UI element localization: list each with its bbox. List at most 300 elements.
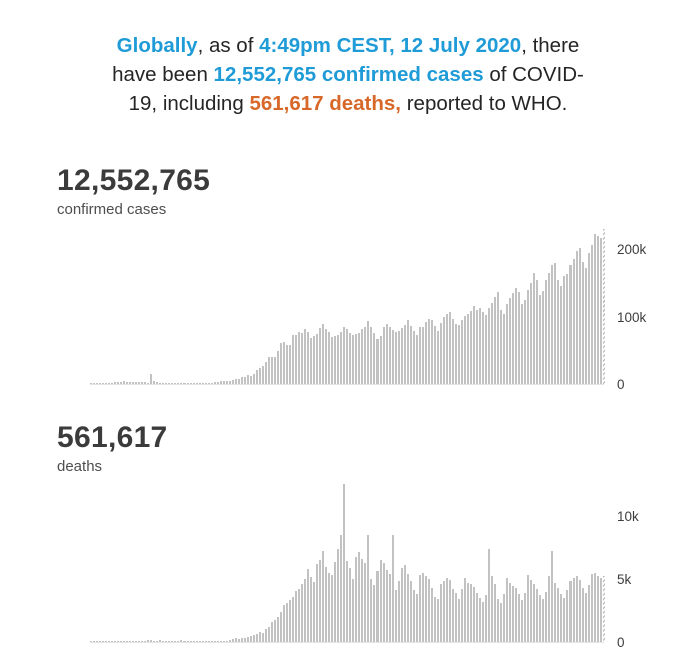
bar[interactable] [268,357,270,384]
bar[interactable] [99,383,101,384]
bar[interactable] [597,236,599,384]
bar[interactable] [117,641,119,642]
bar[interactable] [247,375,249,384]
bar[interactable] [187,641,189,642]
bar[interactable] [539,595,541,642]
bar[interactable] [114,382,116,384]
bar[interactable] [518,594,520,642]
bar[interactable] [241,377,243,384]
bar[interactable] [90,641,92,642]
bar[interactable] [539,295,541,384]
bar[interactable] [569,581,571,642]
bar[interactable] [422,573,424,642]
bar[interactable] [428,319,430,384]
bar[interactable] [289,600,291,642]
bar[interactable] [265,362,267,384]
bar[interactable] [566,590,568,642]
bar[interactable] [229,640,231,642]
bar[interactable] [205,383,207,384]
bar[interactable] [105,383,107,384]
bar[interactable] [99,641,101,642]
bar[interactable] [395,332,397,384]
bar[interactable] [545,592,547,642]
bar[interactable] [111,641,113,642]
bar[interactable] [337,549,339,642]
bar[interactable] [199,641,201,642]
bar[interactable] [102,641,104,642]
bar[interactable] [232,380,234,384]
bar[interactable] [443,581,445,642]
bar[interactable] [229,381,231,384]
bar[interactable] [304,579,306,642]
bar[interactable] [560,594,562,642]
bar[interactable] [594,234,596,384]
bar[interactable] [174,641,176,642]
bar[interactable] [455,324,457,384]
bar[interactable] [533,273,535,384]
bar[interactable] [196,641,198,642]
bar[interactable] [286,345,288,384]
bar[interactable] [431,320,433,384]
bar[interactable] [343,484,345,642]
bar[interactable] [244,377,246,384]
bar[interactable] [579,248,581,384]
bar[interactable] [349,333,351,384]
bar[interactable] [150,374,152,384]
bar[interactable] [367,535,369,642]
bar[interactable] [177,641,179,642]
bar[interactable] [208,383,210,385]
bar[interactable] [183,641,185,642]
bar[interactable] [364,563,366,642]
bar[interactable] [262,633,264,642]
bar[interactable] [340,535,342,642]
bar[interactable] [132,641,134,642]
bar[interactable] [307,332,309,384]
bar[interactable] [398,581,400,642]
bar[interactable] [322,551,324,642]
bar[interactable] [256,634,258,642]
bar[interactable] [165,641,167,642]
bar[interactable] [283,605,285,642]
bar[interactable] [573,578,575,642]
bar[interactable] [458,325,460,384]
bar[interactable] [349,568,351,642]
bar[interactable] [380,560,382,642]
bar[interactable] [591,574,593,642]
bar[interactable] [373,585,375,642]
bar[interactable] [361,329,363,384]
bar[interactable] [488,308,490,384]
bar[interactable] [304,329,306,384]
bar[interactable] [190,383,192,384]
bar[interactable] [373,333,375,384]
bar[interactable] [494,297,496,384]
bar[interactable] [334,562,336,642]
bar[interactable] [500,310,502,384]
bar[interactable] [597,576,599,642]
bar[interactable] [512,586,514,642]
bar[interactable] [530,283,532,384]
bar[interactable] [440,323,442,384]
bar[interactable] [524,593,526,642]
bar[interactable] [144,641,146,642]
bar[interactable] [217,641,219,642]
bar[interactable] [250,636,252,642]
bar[interactable] [238,639,240,642]
bar[interactable] [123,641,125,642]
bar[interactable] [202,641,204,642]
bar[interactable] [129,641,131,642]
bar[interactable] [301,333,303,384]
bar[interactable] [509,298,511,384]
bar[interactable] [542,599,544,642]
bar[interactable] [193,383,195,384]
bar[interactable] [226,641,228,642]
bar[interactable] [500,603,502,642]
bar[interactable] [530,580,532,642]
bar[interactable] [497,599,499,642]
bar[interactable] [183,383,185,384]
bar[interactable] [132,382,134,384]
bar[interactable] [232,639,234,642]
bar[interactable] [316,334,318,384]
bar[interactable] [310,577,312,642]
bar[interactable] [419,575,421,642]
bar[interactable] [503,594,505,642]
bar[interactable] [259,368,261,384]
bar[interactable] [208,641,210,642]
bar[interactable] [153,381,155,384]
bar[interactable] [102,383,104,384]
bar[interactable] [331,575,333,642]
bar[interactable] [588,585,590,642]
bar[interactable] [274,620,276,642]
bar[interactable] [171,641,173,642]
bar[interactable] [392,535,394,642]
bar[interactable] [271,622,273,642]
bar[interactable] [600,238,602,384]
bar[interactable] [162,383,164,384]
bar[interactable] [563,276,565,384]
bar[interactable] [582,262,584,384]
bar[interactable] [563,598,565,642]
bar[interactable] [310,338,312,384]
bar[interactable] [582,588,584,642]
bar[interactable] [482,312,484,384]
bar[interactable] [512,293,514,384]
bar[interactable] [165,383,167,384]
bar[interactable] [588,253,590,384]
bar[interactable] [527,575,529,642]
bar[interactable] [108,641,110,642]
bar[interactable] [425,322,427,384]
bar[interactable] [298,589,300,642]
bar[interactable] [328,332,330,384]
bar[interactable] [404,325,406,384]
bar[interactable] [548,273,550,385]
bar[interactable] [265,629,267,642]
bar[interactable] [220,641,222,642]
bar[interactable] [536,589,538,642]
bar[interactable] [129,382,131,384]
bar[interactable] [410,326,412,384]
bar[interactable] [138,641,140,642]
bar[interactable] [506,578,508,642]
bar[interactable] [395,590,397,642]
bar[interactable] [476,593,478,642]
bar[interactable] [220,381,222,384]
bar[interactable] [96,641,98,642]
bar[interactable] [386,570,388,642]
bar[interactable] [153,641,155,642]
bar[interactable] [202,383,204,384]
bar[interactable] [331,337,333,384]
bar[interactable] [434,597,436,642]
bar[interactable] [461,320,463,384]
bar[interactable] [319,328,321,384]
bar[interactable] [171,383,173,384]
bar[interactable] [144,382,146,384]
bar[interactable] [111,383,113,384]
bar[interactable] [180,383,182,384]
bar[interactable] [542,291,544,384]
bar[interactable] [461,589,463,642]
bar[interactable] [566,274,568,384]
bar[interactable] [569,265,571,384]
bar[interactable] [280,343,282,384]
bar[interactable] [313,582,315,642]
bar[interactable] [93,641,95,642]
bar[interactable] [449,312,451,384]
bar[interactable] [214,641,216,642]
bar[interactable] [401,328,403,384]
bar[interactable] [117,382,119,384]
bar[interactable] [355,557,357,642]
bar[interactable] [383,563,385,642]
bar[interactable] [159,640,161,642]
bar[interactable] [226,381,228,384]
bar[interactable] [380,336,382,384]
bar[interactable] [473,306,475,384]
bar[interactable] [576,576,578,642]
bar[interactable] [138,382,140,384]
bar[interactable] [545,280,547,384]
bar[interactable] [193,641,195,642]
bar[interactable] [560,286,562,384]
bar[interactable] [425,576,427,642]
bar[interactable] [319,560,321,642]
bar[interactable] [334,336,336,384]
bar[interactable] [141,382,143,384]
bar[interactable] [494,584,496,642]
bar[interactable] [256,370,258,384]
bar[interactable] [443,317,445,384]
bar[interactable] [346,561,348,642]
bar[interactable] [358,552,360,642]
bar[interactable] [554,263,556,384]
bar[interactable] [250,376,252,384]
bar[interactable] [298,332,300,384]
bar[interactable] [585,268,587,384]
bar[interactable] [244,638,246,642]
bar[interactable] [238,379,240,384]
bar[interactable] [159,383,161,384]
bar[interactable] [337,335,339,384]
bar[interactable] [286,603,288,642]
bar[interactable] [407,320,409,384]
bar[interactable] [431,588,433,642]
bar[interactable] [141,641,143,642]
bar[interactable] [485,315,487,384]
bar[interactable] [533,584,535,642]
bar[interactable] [398,331,400,384]
bar[interactable] [446,314,448,384]
bar[interactable] [594,573,596,642]
bar[interactable] [340,332,342,384]
bar[interactable] [271,357,273,384]
bar[interactable] [253,374,255,384]
bar[interactable] [352,335,354,384]
bar[interactable] [277,617,279,642]
bar[interactable] [174,383,176,384]
bar[interactable] [211,641,213,642]
bar[interactable] [389,327,391,384]
bar[interactable] [247,637,249,642]
bar[interactable] [464,578,466,642]
bar[interactable] [551,265,553,384]
bar[interactable] [509,583,511,642]
bar[interactable] [434,326,436,384]
bar[interactable] [603,576,605,642]
bar[interactable] [120,382,122,384]
bar[interactable] [343,327,345,384]
bar[interactable] [527,290,529,384]
bar[interactable] [214,382,216,384]
bar[interactable] [93,383,95,384]
bar[interactable] [491,303,493,384]
bar[interactable] [123,381,125,384]
bar[interactable] [452,319,454,384]
bar[interactable] [292,597,294,642]
bar[interactable] [579,580,581,642]
bar[interactable] [196,383,198,384]
bar[interactable] [147,640,149,642]
bar[interactable] [440,584,442,642]
bar[interactable] [404,565,406,642]
bar[interactable] [392,330,394,384]
bar[interactable] [156,641,158,642]
bar[interactable] [449,580,451,642]
bar[interactable] [325,567,327,642]
bar[interactable] [479,598,481,642]
bar[interactable] [313,336,315,384]
bar[interactable] [413,331,415,384]
bar[interactable] [386,324,388,384]
bar[interactable] [156,382,158,384]
bar[interactable] [464,316,466,384]
bar[interactable] [292,335,294,384]
bar[interactable] [316,564,318,642]
bar[interactable] [383,327,385,384]
bar[interactable] [521,304,523,384]
bar[interactable] [446,578,448,642]
bar[interactable] [473,587,475,643]
bar[interactable] [370,579,372,642]
bar[interactable] [301,584,303,642]
bar[interactable] [217,382,219,384]
bar[interactable] [162,641,164,642]
bar[interactable] [325,329,327,384]
bar[interactable] [262,366,264,384]
bar[interactable] [289,345,291,384]
bar[interactable] [551,551,553,642]
bar[interactable] [358,333,360,384]
bar[interactable] [295,335,297,384]
bar[interactable] [150,640,152,642]
bar[interactable] [180,640,182,642]
bar[interactable] [416,335,418,384]
bar[interactable] [476,310,478,384]
bar[interactable] [190,641,192,642]
bar[interactable] [518,292,520,384]
bar[interactable] [413,590,415,642]
bar[interactable] [416,594,418,642]
bar[interactable] [548,576,550,642]
bar[interactable] [147,383,149,384]
bar[interactable] [422,327,424,384]
bar[interactable] [503,314,505,384]
bar[interactable] [410,581,412,642]
bar[interactable] [524,300,526,384]
bar[interactable] [376,571,378,642]
bar[interactable] [452,589,454,642]
bar[interactable] [557,588,559,642]
bar[interactable] [283,342,285,384]
bar[interactable] [328,573,330,642]
bar[interactable] [557,280,559,384]
bar[interactable] [187,383,189,384]
bar[interactable] [307,569,309,642]
bar[interactable] [108,383,110,384]
bar[interactable] [241,638,243,642]
bar[interactable] [346,329,348,384]
bar[interactable] [536,280,538,384]
bar[interactable] [576,251,578,385]
bar[interactable] [235,379,237,384]
bar[interactable] [90,383,92,384]
bar[interactable] [352,579,354,642]
bar[interactable] [364,327,366,384]
bar[interactable] [295,591,297,642]
bar[interactable] [355,334,357,384]
bar[interactable] [322,324,324,384]
bar[interactable] [479,308,481,384]
bar[interactable] [114,641,116,642]
bar[interactable] [467,314,469,384]
bar[interactable] [274,357,276,384]
bar[interactable] [554,583,556,642]
bar[interactable] [482,602,484,642]
bar[interactable] [515,588,517,642]
bar[interactable] [361,559,363,642]
bar[interactable] [268,627,270,642]
bar[interactable] [135,382,137,384]
bar[interactable] [96,383,98,384]
bar[interactable] [428,579,430,642]
bar[interactable] [211,383,213,385]
bar[interactable] [437,331,439,384]
